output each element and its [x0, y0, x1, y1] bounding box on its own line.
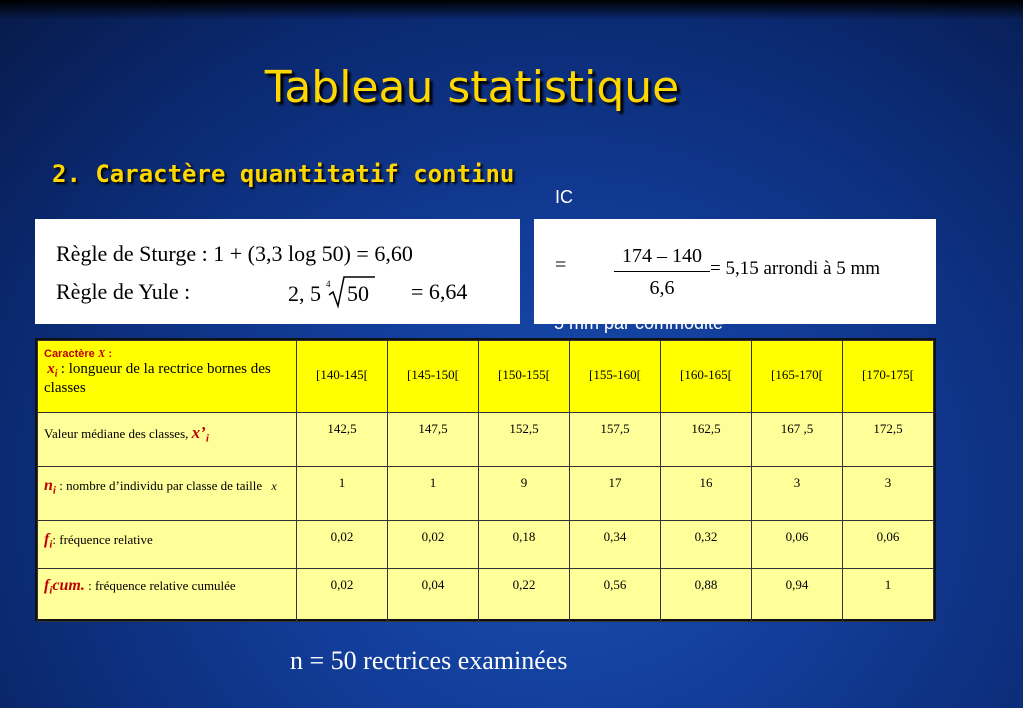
statistics-table	[35, 338, 936, 621]
xi-description: : longueur de la rectrice bornes des classes	[44, 361, 271, 396]
row-label-subscript: i	[52, 484, 56, 497]
top-shadow-band	[0, 0, 1023, 20]
table-cell: 157,5	[570, 413, 661, 467]
table-cell: 0,06	[752, 521, 843, 569]
yule-root-index: 4	[326, 279, 331, 289]
fraction-line	[614, 271, 710, 272]
yule-radicand: 50	[347, 281, 369, 306]
table-row	[38, 467, 934, 521]
table-cell: 0,88	[661, 569, 752, 622]
table-cell: 1	[388, 467, 479, 521]
table-cell: 3	[752, 467, 843, 521]
xi-symbol: x	[47, 361, 55, 377]
sturge-rule: Règle de Sturge : 1 + (3,3 log 50) = 6,60	[56, 241, 413, 266]
table-cell: 0,94	[752, 569, 843, 622]
table-header-row	[38, 341, 934, 413]
table-cell: 0,32	[661, 521, 752, 569]
table-cell: 0,34	[570, 521, 661, 569]
slide-title: Tableau statistique	[264, 62, 680, 113]
row-label-text: : fréquence relative cumulée	[84, 578, 236, 593]
colon: :	[105, 348, 113, 360]
slide-subtitle: 2. Caractère quantitatif continu	[52, 160, 515, 188]
table-cell: 0,02	[297, 521, 388, 569]
table-cell: 3	[843, 467, 934, 521]
table-cell: 0,22	[479, 569, 570, 622]
row-label-symbol: x’	[191, 423, 206, 442]
row-label-cell	[38, 467, 297, 521]
ic-numerator: 174 – 140	[622, 245, 702, 267]
class-header: [140-145[	[297, 341, 388, 413]
row-label-subscript: i	[49, 538, 53, 551]
class-header: [170-175[	[843, 341, 934, 413]
ic-denominator: 6,6	[649, 277, 675, 299]
table-row	[38, 521, 934, 569]
row-label-symbol-cum: cum.	[52, 577, 85, 594]
header-label-cell	[38, 341, 297, 413]
x-variable: X	[98, 348, 106, 360]
table-cell: 0,04	[388, 569, 479, 622]
class-header: [145-150[	[388, 341, 479, 413]
table-cell: 1	[843, 569, 934, 622]
xi-subscript: i	[54, 368, 58, 380]
table-cell: 16	[661, 467, 752, 521]
row-label-cell	[38, 413, 297, 467]
table-cell: 172,5	[843, 413, 934, 467]
class-header: [150-155[	[479, 341, 570, 413]
row-label-variable: x	[271, 479, 277, 493]
table-cell: 17	[570, 467, 661, 521]
row-label-cell	[38, 521, 297, 569]
ic-equals: =	[555, 254, 567, 276]
sample-size-footer: n = 50 rectrices examinées	[290, 646, 568, 675]
class-count-rules-box	[35, 219, 520, 324]
table-row	[38, 569, 934, 622]
table-cell: 152,5	[479, 413, 570, 467]
row-label-text: : nombre d’individu par classe de taille	[55, 478, 263, 493]
ic-label: IC	[555, 187, 573, 207]
table-cell: 147,5	[388, 413, 479, 467]
table-cell: 0,06	[843, 521, 934, 569]
ic-result: = 5,15 arrondi à 5 mm	[710, 258, 881, 279]
table-cell: 142,5	[297, 413, 388, 467]
row-label-cell	[38, 569, 297, 622]
yule-result: = 6,64	[411, 279, 468, 304]
row-label-symbol: n	[44, 477, 53, 494]
class-header: [165-170[	[752, 341, 843, 413]
class-header: [160-165[	[661, 341, 752, 413]
yule-formula	[288, 281, 321, 307]
table-cell: 9	[479, 467, 570, 521]
table-cell: 0,02	[388, 521, 479, 569]
yule-coefficient: 2, 5	[288, 281, 321, 306]
caractere-label: Caractère	[44, 348, 95, 360]
class-header: [155-160[	[570, 341, 661, 413]
row-label-text: Valeur médiane des classes,	[44, 426, 189, 441]
ic-formula-box	[534, 219, 936, 324]
table-cell: 1	[297, 467, 388, 521]
table-cell: 0,02	[297, 569, 388, 622]
table-cell: 0,18	[479, 521, 570, 569]
yule-rule-label: Règle de Yule :	[56, 279, 191, 304]
row-label-text: : fréquence relative	[52, 532, 153, 547]
table-cell: 162,5	[661, 413, 752, 467]
table-cell: 167 ,5	[752, 413, 843, 467]
table-row	[38, 413, 934, 467]
table-cell: 0,56	[570, 569, 661, 622]
row-label-symbol: f	[44, 531, 50, 548]
row-label-symbol: f	[44, 577, 50, 594]
row-label-subscript: i	[205, 432, 209, 445]
row-label-subscript: i	[49, 584, 53, 597]
